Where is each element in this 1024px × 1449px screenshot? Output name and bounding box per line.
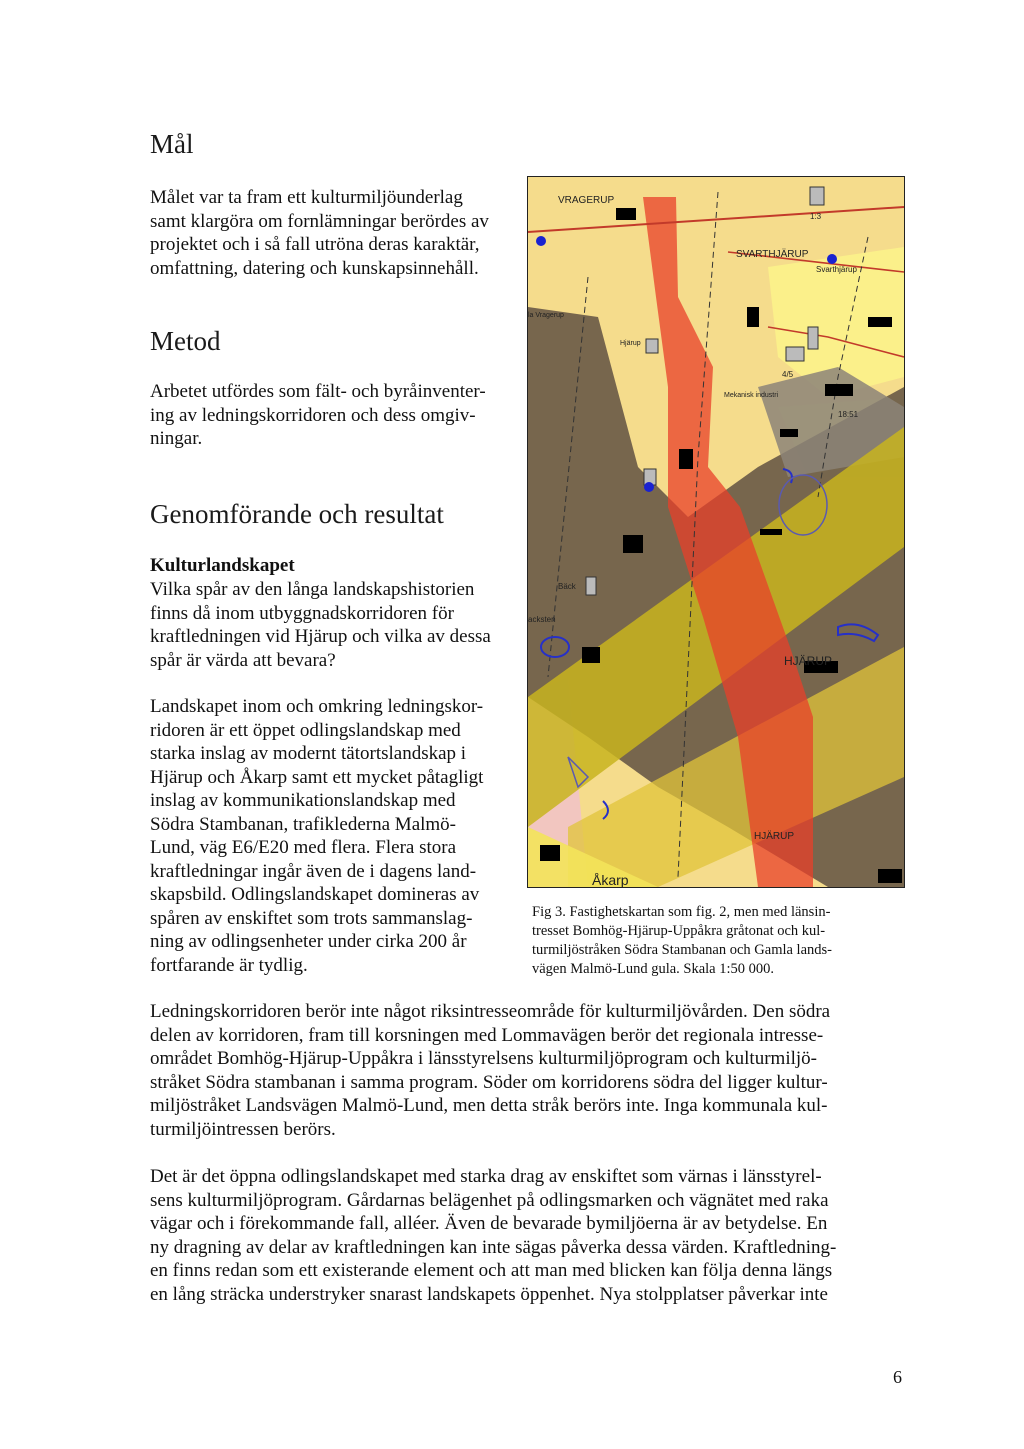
map-label: Bäck: [558, 582, 576, 591]
building: [808, 327, 818, 349]
property-map: [527, 176, 905, 888]
text-line: sens kulturmiljöprogram. Gårdarnas belägenhet på odlingsmarken och vägnätet med raka: [150, 1189, 829, 1211]
map-label: VRAGERUP: [558, 195, 615, 206]
redaction-box: [780, 429, 798, 437]
redaction-box: [878, 869, 902, 883]
redaction-box: [760, 529, 782, 535]
text-line: ning av odlingsenheter under cirka 200 år: [150, 931, 467, 952]
building: [810, 187, 824, 205]
map-label: 4/5: [782, 370, 794, 379]
full-width-paragraph-2: [150, 1165, 910, 1306]
map-label: acksten: [528, 615, 556, 624]
redaction-box: [679, 449, 693, 469]
text-line: turmiljöintressen berörs.: [150, 1118, 336, 1140]
heading-mal: Mål: [150, 129, 194, 159]
text-line: spår är värda att bevara?: [150, 649, 336, 671]
redaction-box: [540, 845, 560, 861]
text-line: ing av ledningskorridoren och dess omgiv-: [150, 404, 476, 426]
text-line: samt klargöra om fornlämningar berördes av: [150, 210, 489, 232]
figure-caption: [532, 903, 904, 979]
text-line: en finns redan som ett existerande element och att man med blicken kan följa denna längs: [150, 1260, 833, 1281]
map-label: 18:51: [838, 410, 859, 419]
text-line: starka inslag av modernt tätortslandskap i: [150, 743, 467, 764]
site-marker: [644, 482, 654, 492]
map-label: 1:3: [810, 212, 822, 221]
building: [786, 347, 804, 361]
caption-line: vägen Malmö-Lund gula. Skala 1:50 000.: [532, 961, 775, 977]
text-line: Arbetet utfördes som fält- och byråinventer-: [150, 381, 486, 402]
text-line: Ledningskorridoren berör inte något riksintresseområde för kulturmiljövården. Den södra: [150, 1001, 831, 1022]
text-line: Lund, väg E6/E20 med flera. Flera stora: [150, 837, 457, 858]
text-line: Landskapet inom och omkring ledningskor-: [150, 696, 484, 717]
text-line: vägar och i förekommande fall, alléer. Även de bevarade bymiljöerna är av betydelse. En: [150, 1213, 828, 1234]
text-line: projektet och i så fall utröna deras karaktär,: [150, 234, 480, 255]
site-marker: [827, 254, 837, 264]
redaction-box: [623, 535, 643, 553]
site-marker: [536, 236, 546, 246]
text-line: ningar.: [150, 428, 203, 449]
map-label: la Vragerup: [528, 312, 564, 319]
text-line: kraftledningen vid Hjärup och vilka av dessa: [150, 626, 491, 647]
map-graphic: [528, 177, 904, 887]
genomforande-paragraph-1: [150, 578, 525, 672]
redaction-box: [582, 647, 600, 663]
heading-genomforande: Genomförande och resultat: [150, 499, 444, 529]
redaction-box: [747, 307, 759, 327]
text-line: Vilka spår av den långa landskapshistorien: [150, 579, 475, 600]
text-line: delen av korridoren, fram till korsningen med Lommavägen berör det regionala intresse-: [150, 1024, 824, 1046]
text-line: ny dragning av delar av kraftledningen kan inte sägas påverka dessa värden. Kraftledning-: [150, 1236, 837, 1258]
text-line: spåren av enskiftet som trots sammanslag-: [150, 907, 473, 929]
text-line: kraftledningar ingår även de i dagens land-: [150, 860, 477, 882]
text-line: finns då inom utbyggnadskorridoren för: [150, 602, 454, 624]
heading-metod: Metod: [150, 326, 221, 356]
genomforande-paragraph-2: [150, 695, 520, 977]
subheading-kulturlandskapet: Kulturlandskapet: [150, 555, 295, 576]
text-line: skapsbild. Odlingslandskapet domineras av: [150, 884, 480, 905]
redaction-box: [868, 317, 892, 327]
map-label: HJÄRUP: [754, 831, 795, 842]
caption-line: turmiljöstråken Södra Stambanan och Gamla lands-: [532, 942, 832, 958]
full-width-paragraph-1: [150, 1000, 910, 1141]
text-line: en lång sträcka understryker snarast landskapets öppenhet. Nya stolpplatser påverkar inte: [150, 1283, 828, 1305]
text-line: Det är det öppna odlingslandskapet med starka drag av enskiftet som värnas i länsstyrel-: [150, 1166, 822, 1187]
text-line: inslag av kommunikationslandskap med: [150, 790, 456, 811]
text-line: området Bomhög-Hjärup-Uppåkra i länsstyrelsens kulturmiljöprogram och kulturmiljö-: [150, 1048, 817, 1069]
redaction-box: [825, 384, 853, 396]
building: [586, 577, 596, 595]
mal-paragraph: [150, 186, 520, 280]
text-line: Hjärup och Åkarp samt ett mycket påtagligt: [150, 766, 484, 788]
map-label: Mekanisk industri: [724, 392, 779, 399]
building: [646, 339, 658, 353]
map-label: Åkarp: [592, 872, 629, 887]
map-label: HJÄRUP: [784, 654, 833, 668]
redaction-box: [616, 208, 636, 220]
text-line: Södra Stambanan, trafiklederna Malmö-: [150, 813, 457, 835]
map-label: Hjärup: [620, 340, 641, 347]
text-line: miljöstråket Landsvägen Malmö-Lund, men detta stråk berörs inte. Inga kommunala kul-: [150, 1095, 828, 1116]
text-line: stråket Södra stambanan i samma program. Söder om korridorens södra del ligger kultur-: [150, 1071, 828, 1093]
caption-line: tresset Bomhög-Hjärup-Uppåkra gråtonat och kul-: [532, 923, 826, 939]
map-label: Svarthjärup: [816, 265, 857, 274]
text-line: fortfarande är tydlig.: [150, 954, 308, 976]
page-number: 6: [893, 1367, 902, 1387]
metod-paragraph: [150, 380, 520, 451]
text-line: ridoren är ett öppet odlingslandskap med: [150, 719, 461, 741]
text-line: omfattning, datering och kunskapsinnehåll.: [150, 257, 479, 279]
caption-line: Fig 3. Fastighetskartan som fig. 2, men med länsin-: [532, 904, 831, 920]
map-label: SVARTHJÄRUP: [736, 249, 809, 260]
text-line: Målet var ta fram ett kulturmiljöunderlag: [150, 187, 463, 208]
